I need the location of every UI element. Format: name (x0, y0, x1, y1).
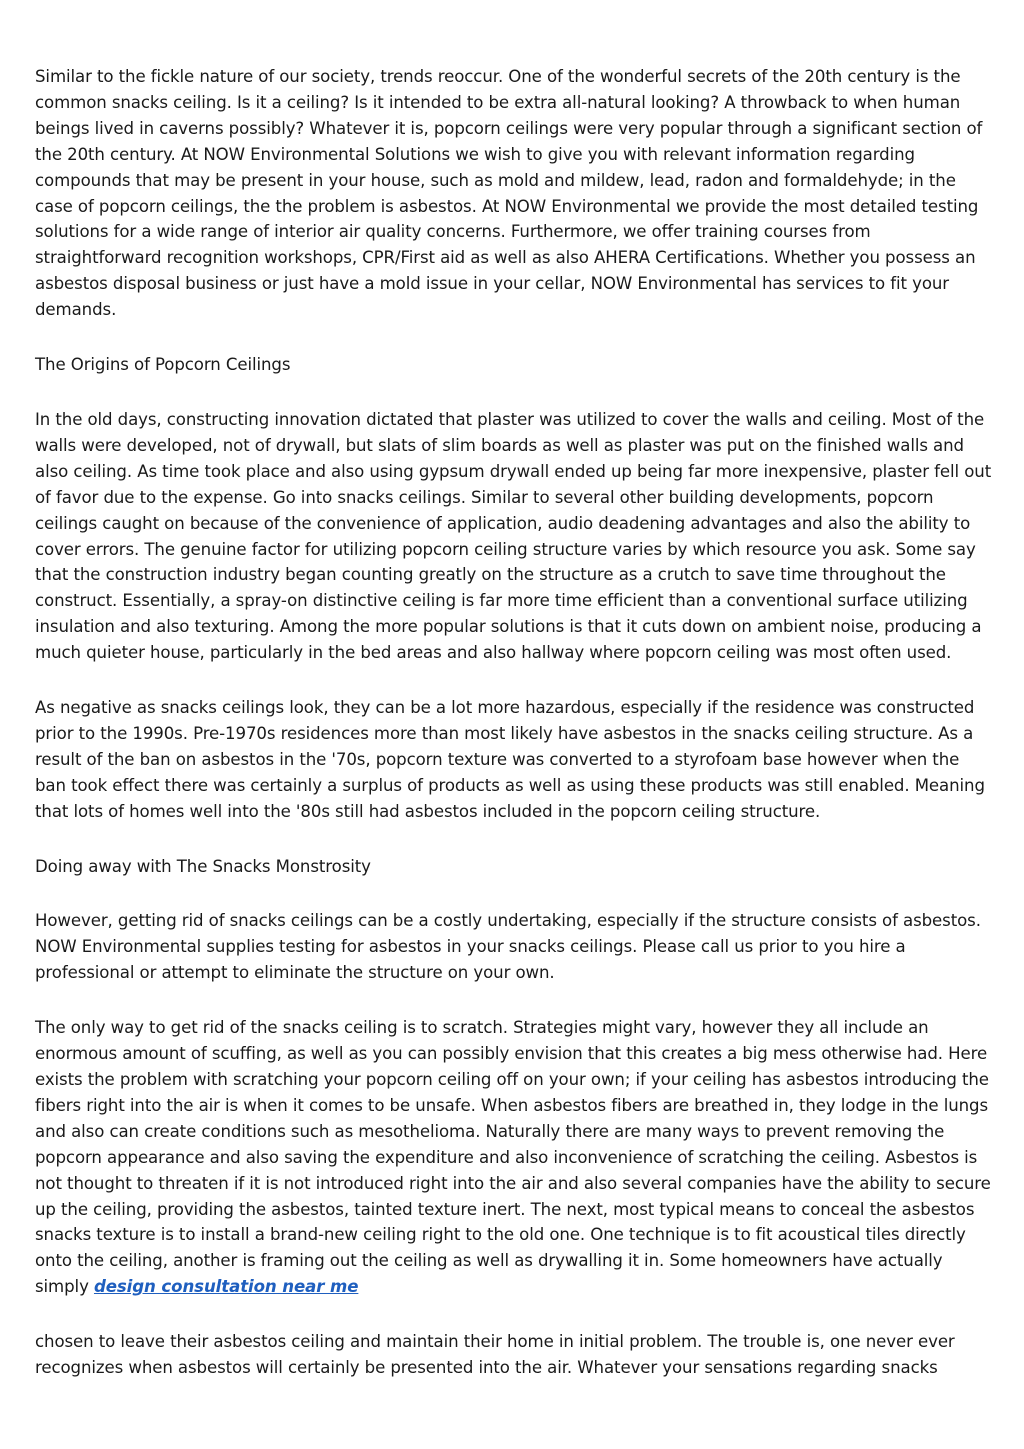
paragraph-removal-methods-text: The only way to get rid of the snacks ceiling is to scratch. Strategies might vary, however they all include an enormous amount of scuffing, as well as you can possibly envision that this creates a big mess otherwise had. Here exists the problem with scratching your popcorn ceiling off on your own; if your ceiling has asbestos introducing the fibers right into the air is when it comes to be unsafe. When asbestos fibers are breathed in, they lodge in the lungs and also can create conditions such as mesothelioma. Naturally there are many ways to prevent removing the popcorn appearance and also saving the expenditure and also inconvenience of scratching the ceiling. Asbestos is not thought to threaten if it is not introduced right into the air and also several companies have the ability to secure up the ceiling, providing the asbestos, tainted texture inert. The next, most typical means to conceal the asbestos snacks texture is to install a brand-new ceiling right to the old one. One technique is to fit acoustical tiles directly onto the ceiling, another is framing out the ceiling as well as drywalling it in. Some homeowners have actually simply (35, 1018, 991, 1297)
design-consultation-link[interactable]: design consultation near me (93, 1277, 359, 1297)
paragraph-removal-methods (35, 1015, 993, 1300)
document-page (35, 64, 993, 1410)
section-heading-removal: Doing away with The Snacks Monstrosity (35, 856, 371, 876)
paragraph-origins: In the old days, constructing innovation dictated that plaster was utilized to cover the walls and ceiling. Most of the walls were developed, not of drywall, but slats of slim boards as well as plaster was put on the finished walls and also ceiling. As time took place and also using gypsum drywall ended up being far more inexpensive, plaster fell out of favor due to the expense. Go into snacks ceilings. Similar to several other building developments, popcorn ceilings caught on because of the convenience of application, audio deadening advantages and also the ability to cover errors. The genuine factor for utilizing popcorn ceiling structure varies by which resource you ask. Some say that the construction industry began counting greatly on the structure as a crutch to save time throughout the construct. Essentially, a spray-on distinctive ceiling is far more time efficient than a conventional surface utilizing insulation and also texturing. Among the more popular solutions is that it cuts down on ambient noise, producing a much quieter house, particularly in the bed areas and also hallway where popcorn ceiling was most often used. (35, 409, 992, 663)
paragraph-hazards: As negative as snacks ceilings look, they can be a lot more hazardous, especially if the residence was constructed prior to the 1990s. Pre-1970s residences more than most likely have asbestos in the snacks ceiling structure. As a result of the ban on asbestos in the '70s, popcorn texture was converted to a styrofoam base however when the ban took effect there was certainly a surplus of products as well as using these products was still enabled. Meaning that lots of homes well into the '80s still had asbestos included in the popcorn ceiling structure. (35, 698, 985, 821)
paragraph-intro: Similar to the fickle nature of our society, trends reoccur. One of the wonderful secrets of the 20th century is the common snacks ceiling. Is it a ceiling? Is it intended to be extra all-natural looking? A throwback to when human beings lived in caverns possibly? Whatever it is, popcorn ceilings were very popular through a significant section of the 20th century. At NOW Environmental Solutions we wish to give you with relevant information regarding compounds that may be present in your house, such as mold and mildew, lead, radon and formaldehyde; in the case of popcorn ceilings, the the problem is asbestos. At NOW Environmental we provide the most detailed testing solutions for a wide range of interior air quality concerns. Furthermore, we offer training courses from straightforward recognition workshops, CPR/First aid as well as also AHERA Certifications. Whether you possess an asbestos disposal business or just have a mold issue in your cellar, NOW Environmental has services to fit your demands. (35, 67, 983, 320)
paragraph-removal-cost: However, getting rid of snacks ceilings can be a costly undertaking, especially if the structure consists of asbestos. NOW Environmental supplies testing for asbestos in your snacks ceilings. Please call us prior to you hire a professional or attempt to eliminate the structure on your own. (35, 911, 981, 983)
section-heading-origins: The Origins of Popcorn Ceilings (35, 355, 291, 375)
paragraph-closing: chosen to leave their asbestos ceiling and maintain their home in initial problem. The trouble is, one never ever recognizes when asbestos will certainly be presented into the air. Whatever your sensations regarding snacks (35, 1332, 955, 1378)
